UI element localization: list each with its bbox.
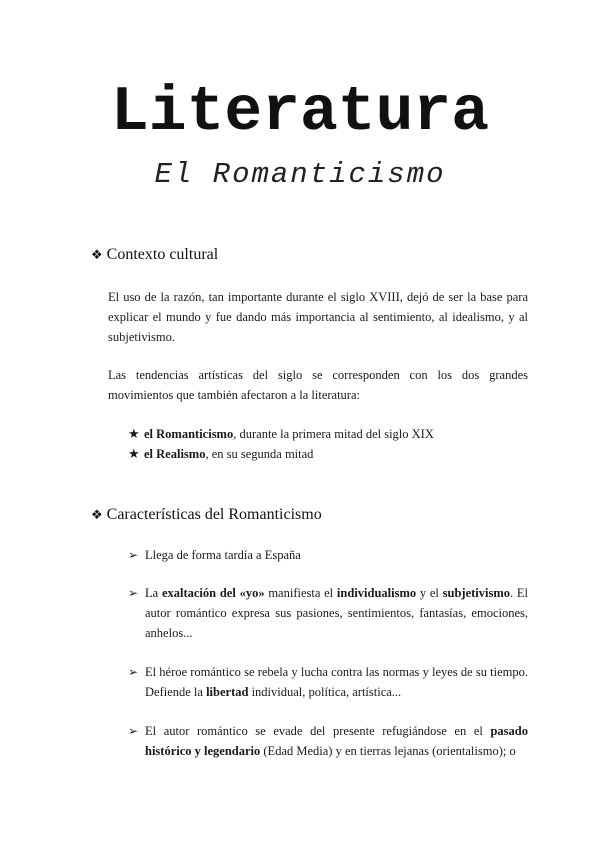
item-bold: el Realismo — [144, 447, 206, 461]
text-run: individual, política, artística... — [248, 685, 402, 699]
bold-run: pasado histórico y legendario — [145, 724, 528, 758]
section-heading-text: Contexto cultural — [106, 246, 219, 263]
bold-run: subjetivismo — [442, 586, 511, 600]
star-bullet-icon: ★ — [128, 426, 140, 441]
arrow-bullet-icon: ➢ — [128, 724, 139, 738]
item-rest: , durante la primera mitad del siglo XIX — [233, 427, 434, 441]
arrow-bullet-icon: ➢ — [128, 548, 139, 562]
section-heading-text: Características del Romanticismo — [106, 506, 322, 523]
paragraph-tendencias: Las tendencias artísticas del siglo se corresponden con los dos grandes movimientos que también afectaron a la literatura: — [108, 368, 528, 402]
list-item-romanticismo — [128, 424, 434, 444]
text-run: . El autor romántico expresa sus pasiones, sentimientos, fantasías, emociones, anhelos... — [145, 586, 529, 640]
section-heading-contexto — [91, 245, 218, 265]
item-bold: el Romanticismo — [144, 427, 234, 441]
paragraph-razon: El uso de la razón, tan importante durante el siglo XVIII, dejó de ser la base para explicar el mundo y fue dando más importancia al sentimiento, al idealismo, y al subjetivismo. — [108, 290, 528, 344]
item-text — [145, 721, 528, 761]
list-item-realismo — [128, 444, 313, 464]
bold-run: individualismo — [336, 586, 417, 600]
text-run: La — [145, 586, 162, 600]
text-run: manifiesta el — [264, 586, 337, 600]
item-text — [145, 583, 528, 643]
diamond-bullet-icon: ❖ — [91, 247, 103, 262]
document-subtitle: El Romanticismo — [154, 158, 446, 191]
list-item-llegada — [128, 545, 528, 565]
bold-run: libertad — [206, 685, 249, 699]
text-run: y el — [416, 586, 443, 600]
section-heading-caracteristicas — [91, 505, 322, 525]
item-text: Llega de forma tardía a España — [145, 548, 301, 562]
text-run: (Edad Media) y en tierras lejanas (orientalismo); o — [260, 744, 516, 758]
list-item-heroe — [128, 662, 528, 702]
arrow-bullet-icon: ➢ — [128, 586, 139, 600]
item-rest: , en su segunda mitad — [205, 447, 314, 461]
arrow-bullet-icon: ➢ — [128, 665, 139, 679]
document-title: Literatura — [110, 77, 490, 148]
list-item-evasion — [128, 721, 528, 761]
list-item-exaltacion — [128, 583, 528, 643]
text-run: El autor romántico se evade del presente refugiándose en el — [145, 724, 491, 738]
diamond-bullet-icon: ❖ — [91, 507, 103, 522]
text-run: El héroe romántico se rebela y lucha contra las normas y leyes de su tiempo. Defiende la — [145, 665, 528, 699]
bold-run: exaltación del «yo» — [161, 586, 265, 600]
star-bullet-icon: ★ — [128, 446, 140, 461]
item-text — [145, 662, 528, 702]
